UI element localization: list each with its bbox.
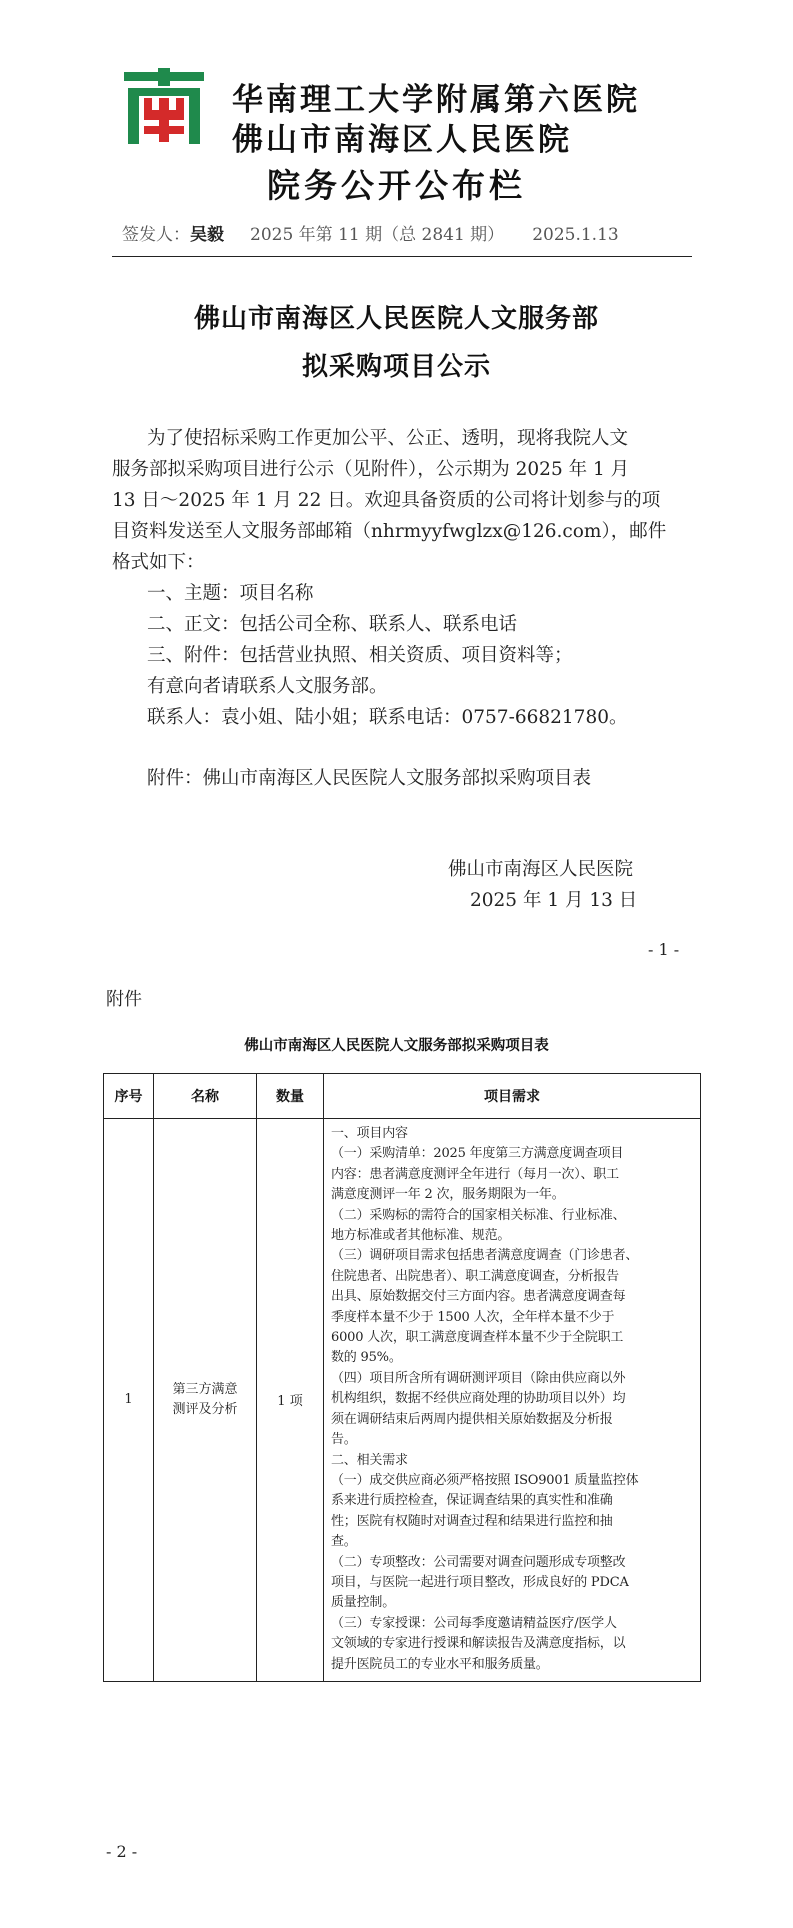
paragraph-line: 为了使招标采购工作更加公平、公正、透明，现将我院人文 bbox=[147, 428, 629, 449]
requirement-line: 系来进行质控检查，保证调查结果的真实性和准确 bbox=[331, 1493, 613, 1509]
column-header-no: 序号 bbox=[104, 1074, 154, 1119]
hospital-name-line-2: 佛山市南海区人民医院 bbox=[232, 122, 572, 158]
requirement-line: 二、相关需求 bbox=[331, 1452, 408, 1468]
requirement-line: 地方标准或者其他标准、规范。 bbox=[331, 1228, 511, 1244]
attachment-reference: 附件：佛山市南海区人民医院人文服务部拟采购项目表 bbox=[147, 768, 592, 789]
notice-title-line-2: 拟采购项目公示 bbox=[301, 352, 491, 382]
requirement-line: 性；医院有权随时对调查过程和结果进行监控和抽 bbox=[331, 1513, 613, 1529]
requirement-line: 内容：患者满意度测评全年进行（每月一次）、职工 bbox=[331, 1166, 619, 1182]
requirement-line: 提升医院员工的专业水平和服务质量。 bbox=[331, 1656, 549, 1672]
requirement-line: 查。 bbox=[331, 1534, 357, 1550]
issue-line bbox=[122, 220, 619, 245]
cell-qty: 1 项 bbox=[257, 1119, 324, 1682]
hospital-logo bbox=[124, 68, 204, 144]
annex-label: 附件 bbox=[106, 989, 142, 1010]
requirement-line: （二）采购标的需符合的国家相关标准、行业标准、 bbox=[331, 1207, 626, 1223]
paragraph-line: 13 日～2025 年 1 月 22 日。欢迎具备资质的公司将计划参与的项 bbox=[112, 490, 661, 511]
page-number: - 2 - bbox=[106, 1842, 138, 1861]
cell-name-line: 第三方满意 bbox=[172, 1381, 238, 1397]
requirement-line: 季度样本量不少于 1500 人次，全年样本量不少于 bbox=[331, 1309, 615, 1325]
cell-requirement bbox=[324, 1119, 701, 1682]
hospital-name-line-1: 华南理工大学附属第六医院 bbox=[232, 82, 640, 118]
format-item-attachment: 三、附件：包括营业执照、相关资质、项目资料等； bbox=[147, 645, 573, 666]
column-header-requirement: 项目需求 bbox=[324, 1074, 701, 1119]
requirement-line: 满意度测评一年 2 次，服务期限为一年。 bbox=[331, 1187, 565, 1203]
header-divider bbox=[112, 256, 692, 257]
format-item-subject: 一、主题：项目名称 bbox=[147, 583, 314, 604]
paragraph-line: 格式如下： bbox=[112, 552, 205, 573]
requirement-line: 须在调研结束后两周内提供相关原始数据及分析报 bbox=[331, 1411, 613, 1427]
cell-name bbox=[154, 1119, 257, 1682]
column-header-name: 名称 bbox=[154, 1074, 257, 1119]
requirement-line: （三）调研项目需求包括患者满意度调查（门诊患者、 bbox=[331, 1248, 639, 1264]
requirement-line: 一、项目内容 bbox=[331, 1126, 408, 1141]
requirement-line: 文领域的专家进行授课和解读报告及满意度指标，以 bbox=[331, 1636, 626, 1652]
contact-note: 有意向者请联系人文服务部。 bbox=[147, 676, 388, 697]
requirement-line: 出具、原始数据交付三方面内容。患者满意度调查每 bbox=[331, 1289, 626, 1305]
table-title: 佛山市南海区人民医院人文服务部拟采购项目表 bbox=[244, 1038, 549, 1054]
requirement-line: 住院患者、出院患者）、职工满意度调查，分析报告 bbox=[331, 1268, 619, 1284]
paragraph-line: 服务部拟采购项目进行公示（见附件），公示期为 2025 年 1 月 bbox=[112, 459, 630, 480]
table-row bbox=[104, 1119, 701, 1682]
issue-date: 2025.1.13 bbox=[532, 225, 619, 245]
column-header-qty: 数量 bbox=[257, 1074, 324, 1119]
table-header-row bbox=[104, 1074, 701, 1119]
cell-name-line: 测评及分析 bbox=[172, 1401, 238, 1417]
contact-info: 联系人：袁小姐、陆小姐；联系电话：0757-66821780。 bbox=[147, 707, 628, 728]
requirement-line: 6000 人次，职工满意度调查样本量不少于全院职工 bbox=[331, 1330, 624, 1346]
page-number: - 1 - bbox=[648, 940, 680, 959]
requirement-line: （一）成交供应商必须严格按照 ISO9001 质量监控体 bbox=[331, 1472, 639, 1488]
procurement-table bbox=[103, 1073, 701, 1682]
requirement-line: 告。 bbox=[331, 1432, 357, 1448]
format-item-body: 二、正文：包括公司全称、联系人、联系电话 bbox=[147, 614, 518, 635]
requirement-line: 机构组织，数据不经供应商处理的协助项目以外）均 bbox=[331, 1391, 626, 1407]
issuer-name: 吴毅 bbox=[190, 225, 224, 245]
issue-number: 2025 年第 11 期（总 2841 期） bbox=[250, 225, 505, 245]
issuer-label: 签发人： bbox=[122, 225, 190, 245]
cell-no: 1 bbox=[104, 1119, 154, 1682]
requirement-line: 质量控制。 bbox=[331, 1595, 396, 1611]
signature-date: 2025 年 1 月 13 日 bbox=[470, 890, 638, 911]
paragraph-line: 目资料发送至人文服务部邮箱（nhrmyyfwglzx@126.com），邮件 bbox=[112, 521, 667, 542]
requirement-line: （四）项目所含所有调研测评项目（除由供应商以外 bbox=[331, 1370, 626, 1386]
bulletin-title: 院务公开公布栏 bbox=[267, 166, 526, 205]
requirement-line: （三）专家授课：公司每季度邀请精益医疗/医学人 bbox=[331, 1615, 617, 1631]
notice-title-line-1: 佛山市南海区人民医院人文服务部 bbox=[193, 304, 599, 334]
requirement-line: （一）采购清单：2025 年度第三方满意度调查项目 bbox=[331, 1146, 624, 1162]
signature-organization: 佛山市南海区人民医院 bbox=[448, 859, 634, 880]
requirement-line: （二）专项整改：公司需要对调查问题形成专项整改 bbox=[331, 1554, 626, 1570]
requirement-line: 项目，与医院一起进行项目整改，形成良好的 PDCA bbox=[331, 1574, 629, 1590]
requirement-line: 数的 95%。 bbox=[331, 1350, 402, 1366]
